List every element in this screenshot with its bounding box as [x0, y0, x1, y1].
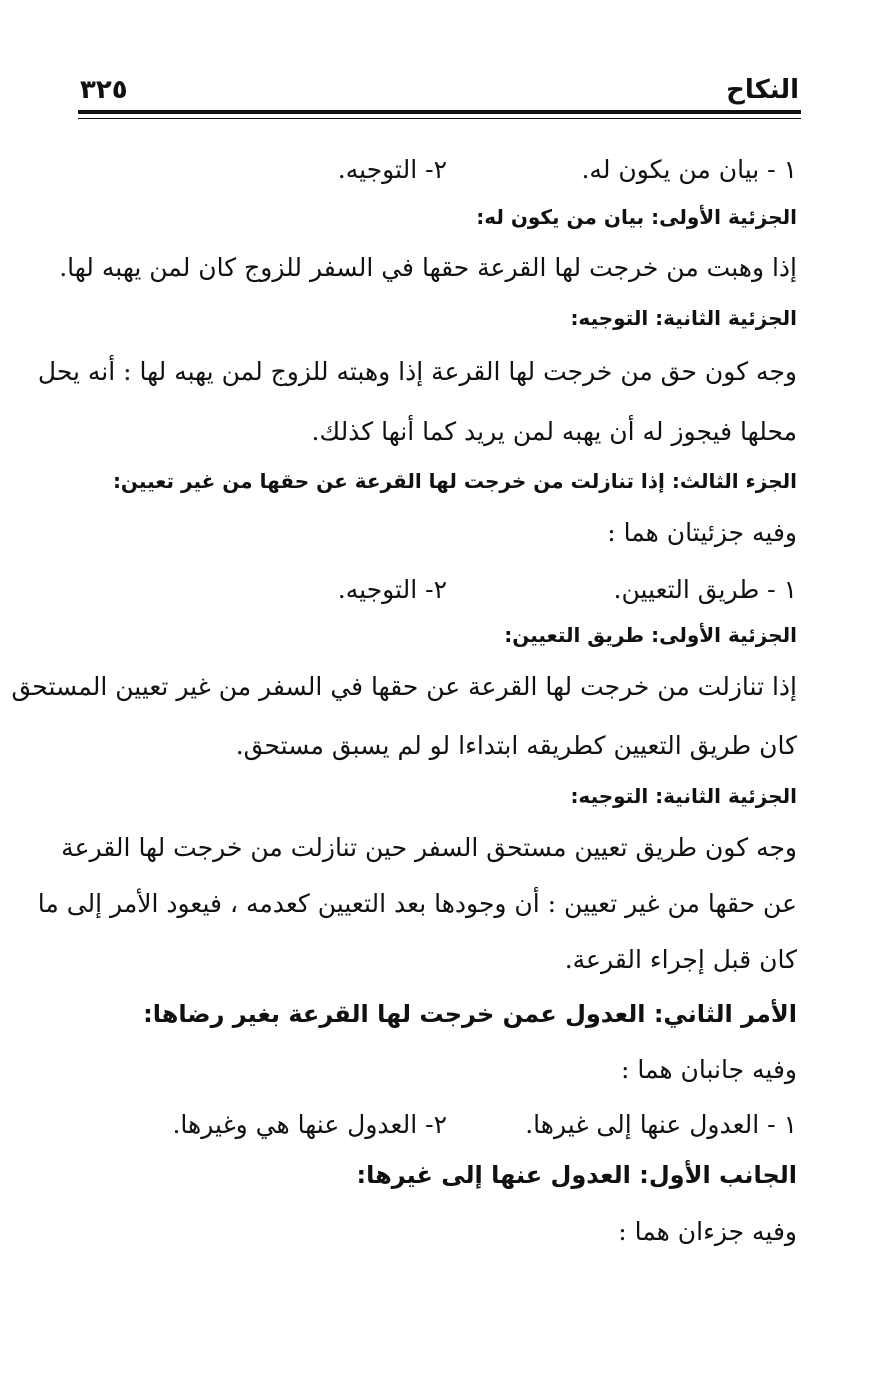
- paragraph-line: عن حقها من غير تعيين : أن وجودها بعد التعيين كعدمه ، فيعود الأمر إلى ما: [37, 889, 797, 918]
- subheading: الجزئية الأولى: طريق التعيين:: [504, 623, 797, 647]
- subheading: الجزئية الثانية: التوجيه:: [570, 306, 797, 330]
- paragraph-line: كان طريق التعيين كطريقه ابتداءا لو لم يسبق مستحق.: [235, 731, 797, 760]
- paragraph-line: وجه كون حق من خرجت لها القرعة إذا وهبته للزوج لمن يهبه لها : أنه يحل: [37, 357, 797, 386]
- header-rule-thin: [78, 118, 801, 119]
- subheading: الجزئية الثانية: التوجيه:: [570, 784, 797, 808]
- paragraph-line: محلها فيجوز له أن يهبه لمن يريد كما أنها كذلك.: [311, 417, 797, 446]
- paragraph-line: وفيه جزءان هما :: [618, 1217, 797, 1246]
- paragraph-line: كان قبل إجراء القرعة.: [564, 945, 797, 974]
- paragraph-line: إذا تنازلت من خرجت لها القرعة عن حقها في السفر من غير تعيين المستحق: [11, 672, 797, 701]
- list-item: ١ - طريق التعيين.: [613, 575, 797, 604]
- paragraph-line: إذا وهبت من خرجت لها القرعة حقها في السفر للزوج كان لمن يهبه لها.: [59, 253, 797, 282]
- list-item: ٢- العدول عنها هي وغيرها.: [172, 1110, 447, 1139]
- list-item: ١ - العدول عنها إلى غيرها.: [525, 1110, 797, 1139]
- list-item: ٢- التوجيه.: [337, 575, 447, 604]
- subheading: الجزئية الأولى: بيان من يكون له:: [476, 205, 797, 229]
- chapter-title: النكاح: [726, 75, 799, 105]
- paragraph-line: وجه كون طريق تعيين مستحق السفر حين تنازلت من خرجت لها القرعة: [61, 833, 797, 862]
- list-item: ٢- التوجيه.: [337, 155, 447, 184]
- subheading: الجزء الثالث: إذا تنازلت من خرجت لها القرعة عن حقها من غير تعيين:: [112, 469, 797, 493]
- running-header: [80, 72, 799, 108]
- section-heading: الجانب الأول: العدول عنها إلى غيرها:: [356, 1161, 797, 1189]
- section-heading: الأمر الثاني: العدول عمن خرجت لها القرعة بغير رضاها:: [143, 1000, 797, 1028]
- list-item: ١ - بيان من يكون له.: [581, 155, 797, 184]
- header-rule-thick: [78, 110, 801, 114]
- page-number: ٣٢٥: [80, 75, 128, 105]
- paragraph-line: وفيه جزئيتان هما :: [607, 518, 797, 547]
- paragraph-line: وفيه جانبان هما :: [620, 1055, 797, 1084]
